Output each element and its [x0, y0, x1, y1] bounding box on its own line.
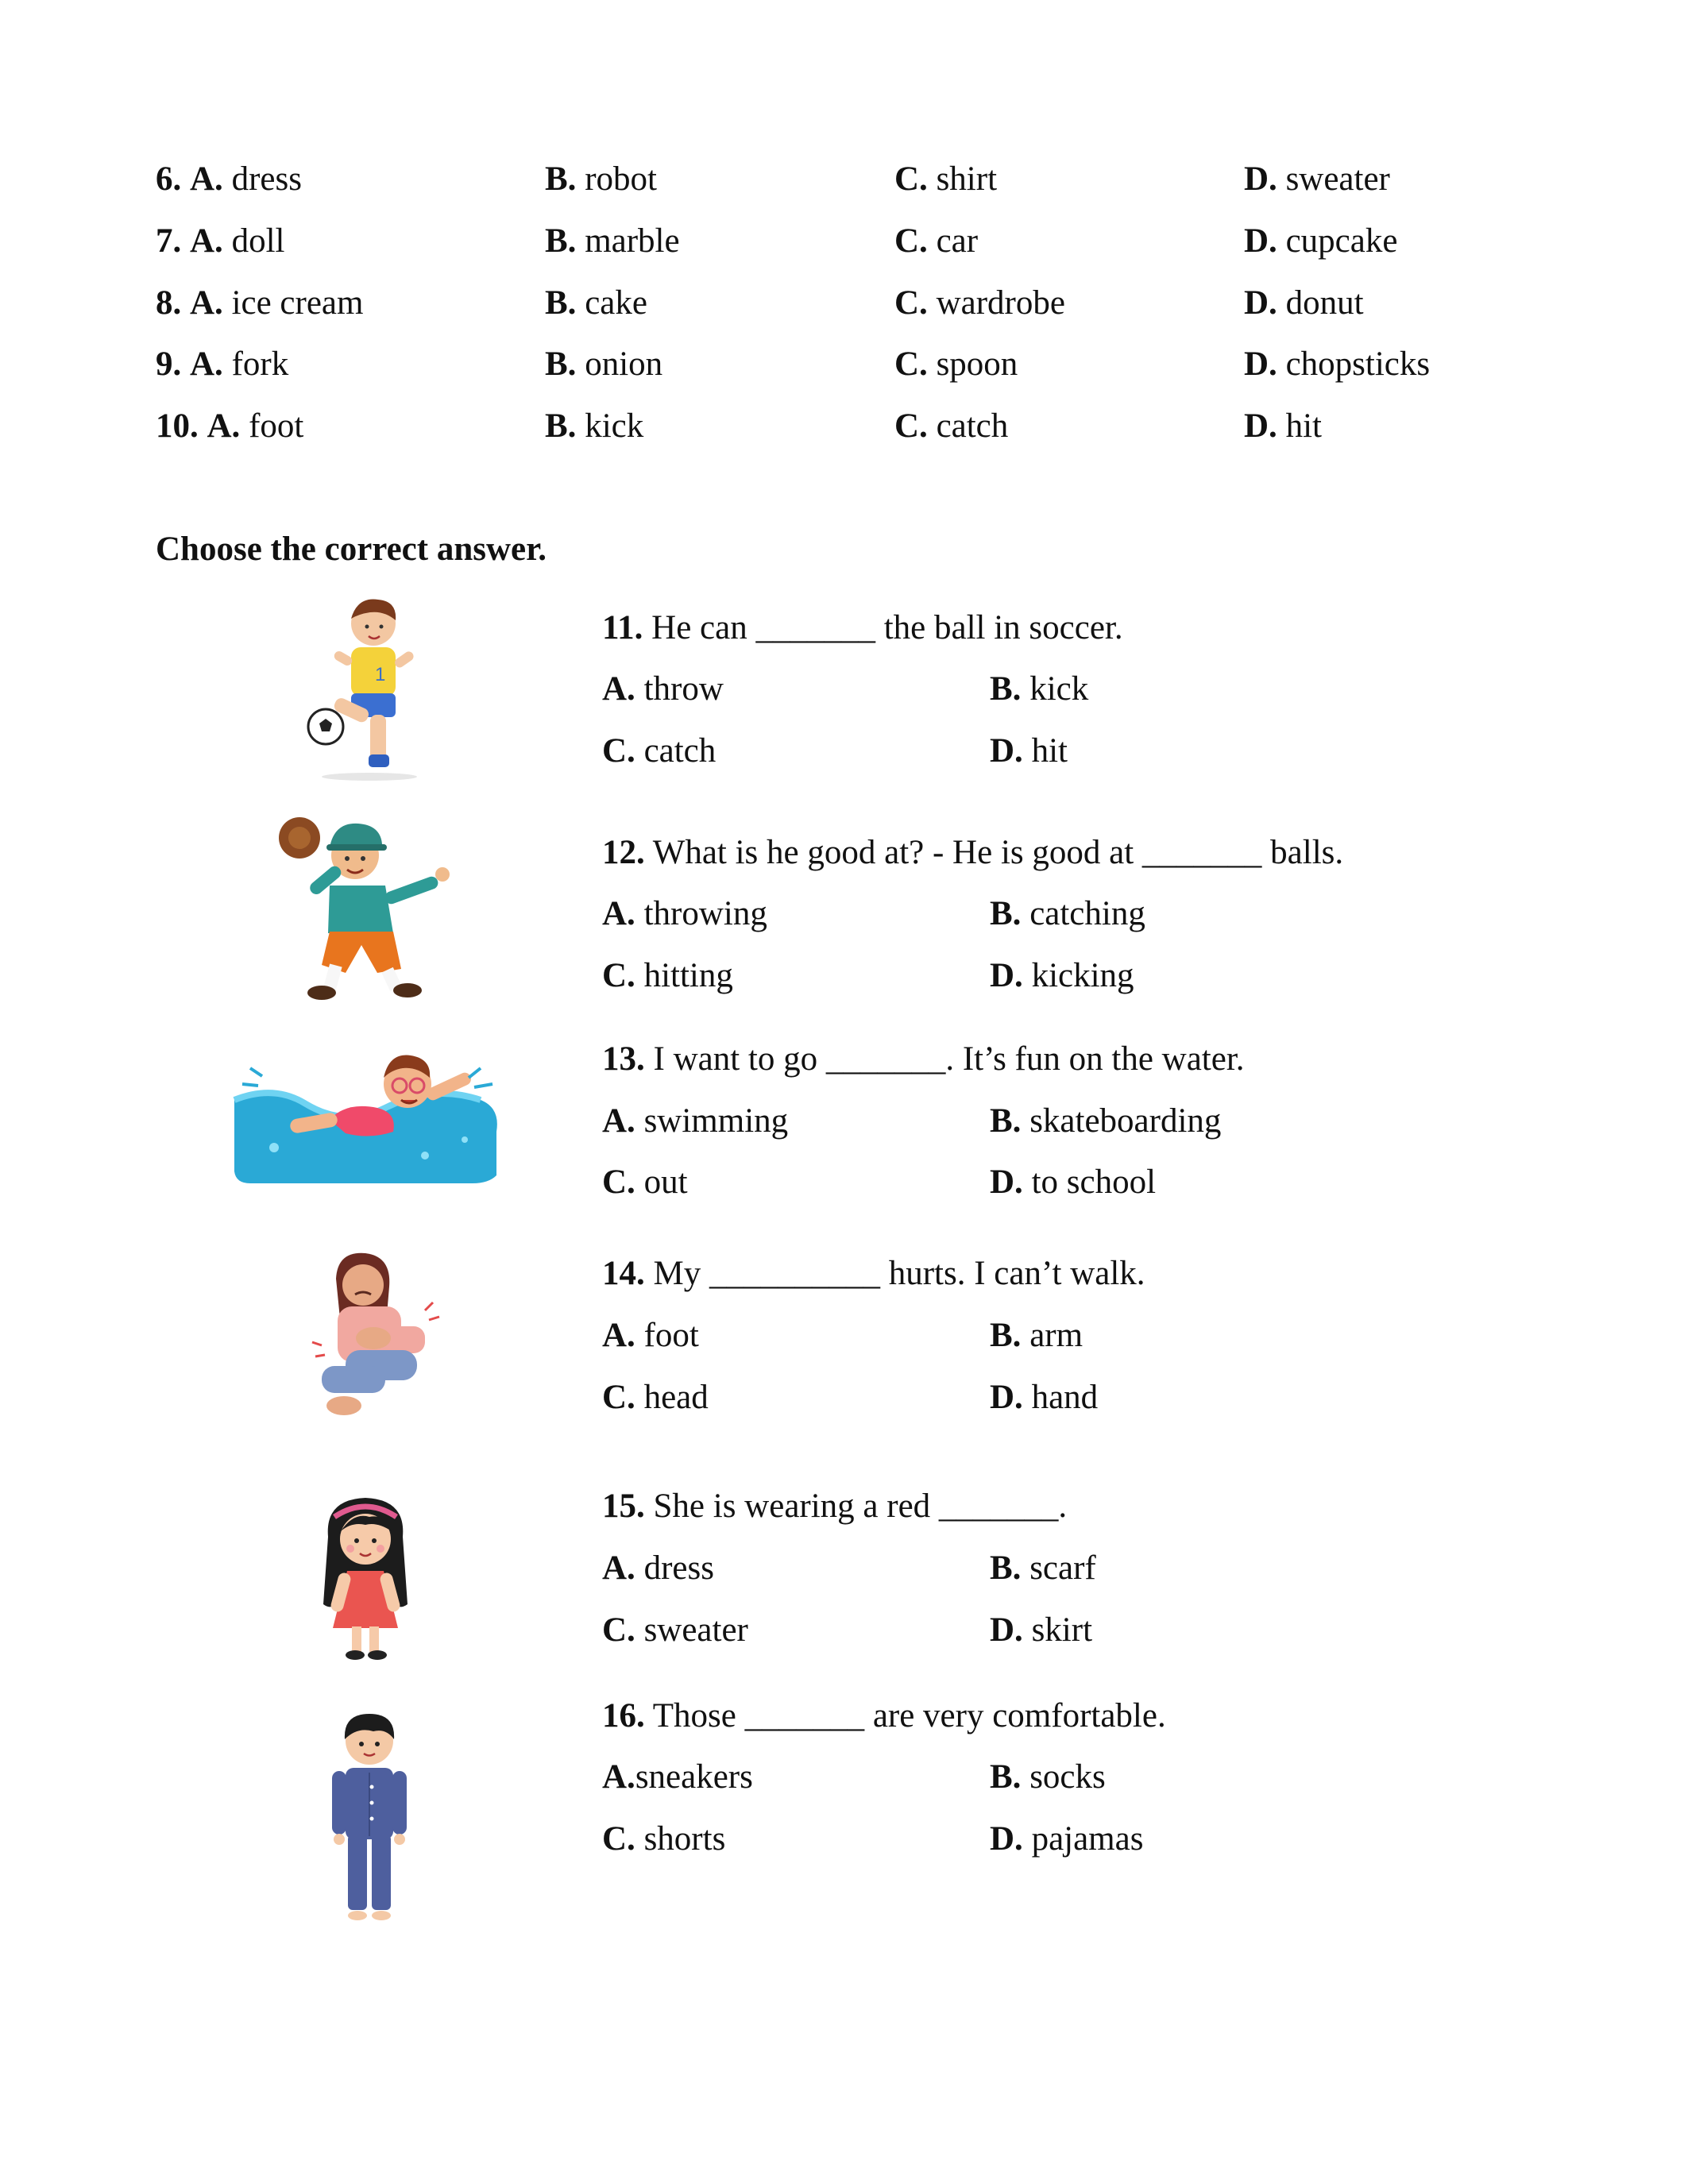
option-c: C. car [894, 222, 979, 260]
option-c: C. wardrobe [894, 284, 1065, 322]
option-d: D. pajamas [990, 1820, 1144, 1858]
option-c: C. catch [602, 732, 717, 770]
question-row-6 [156, 162, 302, 196]
option-b: B. kick [545, 407, 644, 445]
option-b: B. catching [990, 895, 1145, 932]
girl-red-dress-illustration [314, 1493, 417, 1664]
option-b: B. onion [545, 345, 663, 383]
option-b: B. marble [545, 222, 680, 260]
boy-kicking-ball-illustration [302, 592, 445, 782]
option-c: C. hitting [602, 957, 733, 994]
option-b: B. robot [545, 160, 657, 198]
question-13-stem: 13. I want to go _______. It’s fun on the water. [602, 1040, 1245, 1078]
option-d: D. skirt [990, 1611, 1093, 1649]
option-b: B. kick [990, 670, 1089, 708]
question-14-stem: 14. My __________ hurts. I can’t walk. [602, 1255, 1145, 1292]
question-row-8: 8. A. ice cream [156, 284, 364, 322]
question-16-stem: 16. Those _______ are very comfortable. [602, 1697, 1166, 1734]
option-d: D. donut [1244, 284, 1364, 322]
option-d: D. hit [1244, 407, 1322, 445]
option-c: C. catch [894, 407, 1009, 445]
girl-swimming-illustration [226, 1036, 512, 1187]
option-a: A. throwing [602, 895, 767, 932]
option-text: dress [231, 160, 302, 198]
boy-catching-baseball-illustration [266, 806, 473, 1013]
option-letter: A. [190, 160, 223, 198]
question-number: 6. [156, 160, 182, 198]
option-a: A. dress [602, 1549, 714, 1587]
option-b: B. arm [990, 1317, 1083, 1354]
option-a: A. swimming [602, 1102, 789, 1140]
option-d: D. hit [990, 732, 1068, 770]
option-d: D. hand [990, 1379, 1099, 1416]
option-b: B. scarf [990, 1549, 1096, 1587]
option-b: B. socks [990, 1758, 1106, 1796]
option-c: C. spoon [894, 345, 1018, 383]
option-a: A.sneakers [602, 1758, 753, 1796]
option-a: A. throw [602, 670, 724, 708]
option-d: D. sweater [1244, 160, 1390, 198]
boy-pajamas-illustration [326, 1707, 413, 1926]
option-b: B. skateboarding [990, 1102, 1222, 1140]
option-c: C. shirt [894, 160, 998, 198]
option-a: A. foot [602, 1317, 699, 1354]
option-c: C. sweater [602, 1611, 748, 1649]
question-row-7: 7. A. doll [156, 222, 285, 260]
option-d: D. cupcake [1244, 222, 1398, 260]
question-11-stem: 11. He can _______ the ball in soccer. [602, 609, 1123, 646]
option-d: D. chopsticks [1244, 345, 1431, 383]
question-row-9: 9. A. fork [156, 345, 289, 383]
option-c: C. out [602, 1163, 688, 1201]
option-c: C. shorts [602, 1820, 726, 1858]
option-c: C. head [602, 1379, 709, 1416]
section-title: Choose the correct answer. [156, 531, 547, 568]
svg-text:1: 1 [375, 664, 386, 685]
option-d: D. to school [990, 1163, 1157, 1201]
option-b: B. cake [545, 284, 647, 322]
question-12-stem: 12. What is he good at? - He is good at _______ balls. [602, 834, 1344, 871]
option-d: D. kicking [990, 957, 1134, 994]
woman-hurt-foot-illustration [306, 1247, 449, 1430]
question-15-stem: 15. She is wearing a red _______. [602, 1488, 1068, 1525]
question-row-10: 10. A. foot [156, 407, 304, 445]
